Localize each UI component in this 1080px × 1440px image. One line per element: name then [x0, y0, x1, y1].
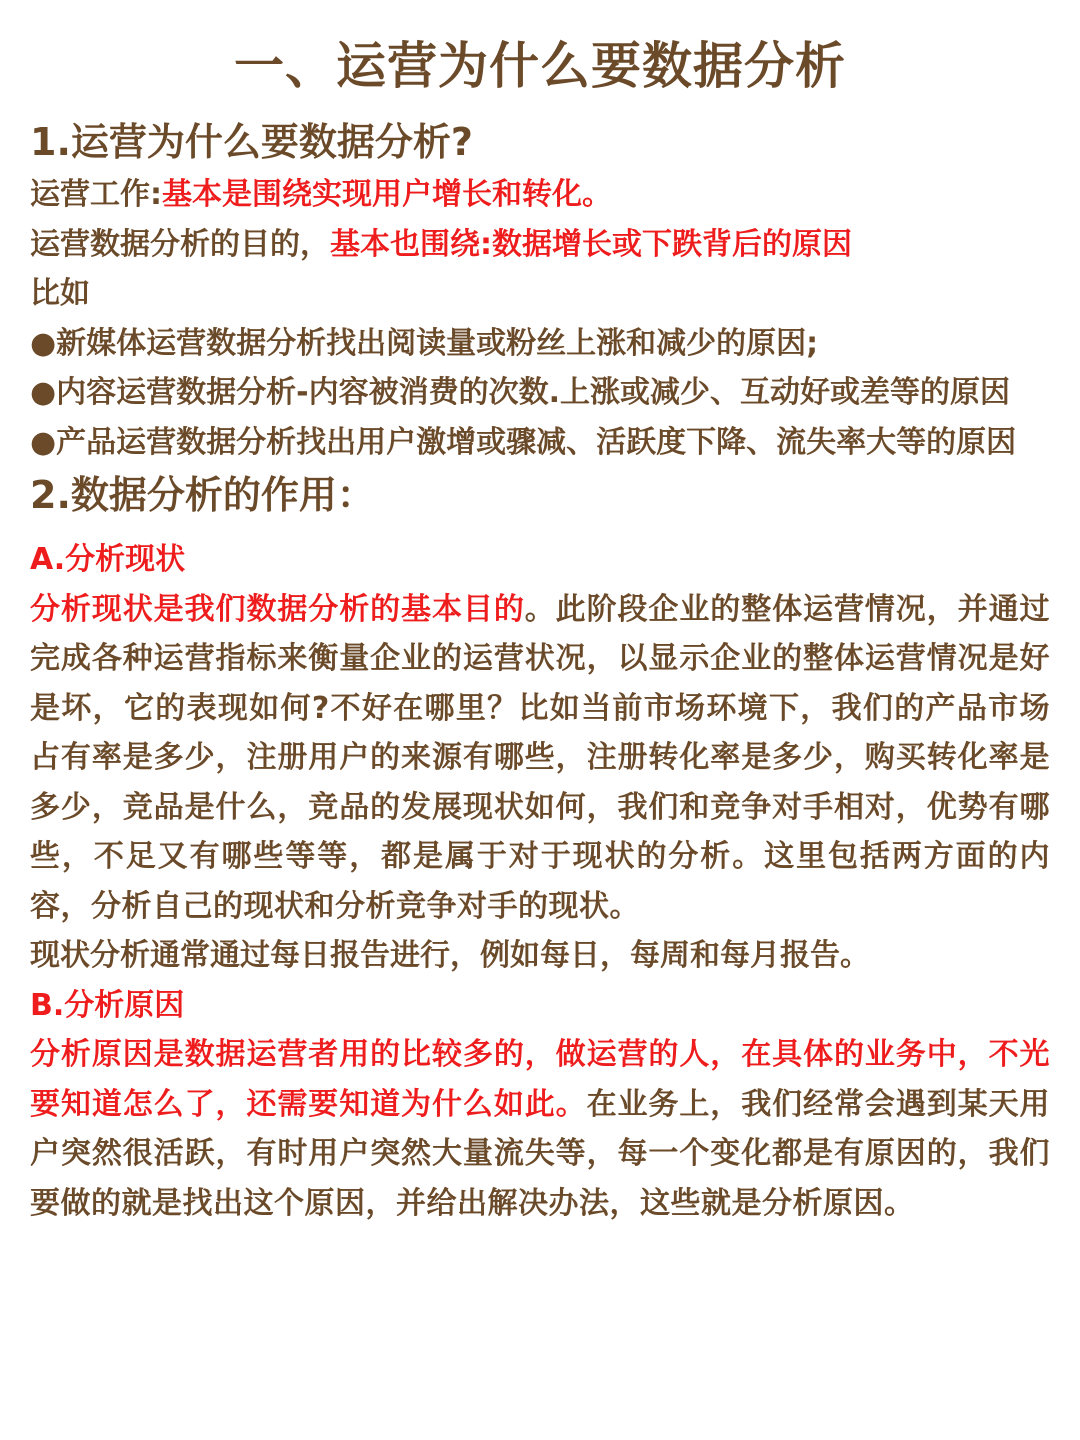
- subsection-a-title: A.分析现状: [30, 542, 186, 577]
- subsection-a-body: [30, 585, 1050, 932]
- purpose-label: 运营数据分析的目的，: [30, 226, 330, 262]
- subsection-b-title: B.分析原因: [30, 987, 185, 1023]
- work-line: [30, 170, 1050, 220]
- spacer: [30, 523, 1050, 535]
- page-title: 一、运营为什么要数据分析: [234, 37, 846, 95]
- bullet-list: [30, 319, 1050, 468]
- subsection-b-text: 在业务上，我们经常会遇到某天用户突然很活跃，有时用户突然大量流失等，每一个变化都是有原因的，我们要做的就是找出这个原因，并给出解决办法，这些就是分析原因。: [30, 1086, 1050, 1221]
- subsection-a-lead: 分析现状是我们数据分析的基本目的: [30, 591, 525, 627]
- bullet-item-2: ●内容运营数据分析-内容被消费的次数.上涨或减少、互动好或差等的原因: [30, 375, 1011, 410]
- example-label: 比如: [30, 276, 90, 311]
- purpose-line: [30, 220, 1050, 270]
- work-label: 运营工作:: [30, 177, 162, 212]
- subsection-b-lead: 分析原因是数据运营者用的比较多的，做运营的人，在具体的业务中，不光要知道怎么了，还需要知道为什么如此。: [30, 1037, 1050, 1122]
- section-1-heading: 1.运营为什么要数据分析?: [30, 120, 473, 164]
- work-text: 基本是围绕实现用户增长和转化。: [162, 177, 612, 212]
- section-2-heading: 2.数据分析的作用：: [30, 473, 375, 517]
- bullet-item-3: ●产品运营数据分析找出用户激增或骤减、活跃度下降、流失率大等的原因: [30, 424, 1017, 460]
- subsection-b-body: [30, 1030, 1050, 1228]
- purpose-text: 基本也围绕:数据增长或下跌背后的原因: [330, 226, 852, 262]
- subsection-a-text: 。此阶段企业的整体运营情况，并通过完成各种运营指标来衡量企业的运营状况，以显示企业的整体运营情况是好是坏，它的表现如何?不好在哪里？比如当前市场环境下，我们的产品市场占有率是多少，注册用户的来源有哪些，注册转化率是多少，购买转化率是多少，竞品是什么，竞品的发展现状如何，我们和竞争对手相对，优势有哪些，不足又有哪些等等，都是属于对于现状的分析。这里包括两方面的内容，分析自己的现状和分析竞争对手的现状。: [30, 591, 1050, 924]
- subsection-a-report: 现状分析通常通过每日报告进行，例如每日，每周和每月报告。: [30, 938, 870, 973]
- bullet-item-1: ●新媒体运营数据分析找出阅读量或粉丝上涨和减少的原因;: [30, 325, 819, 361]
